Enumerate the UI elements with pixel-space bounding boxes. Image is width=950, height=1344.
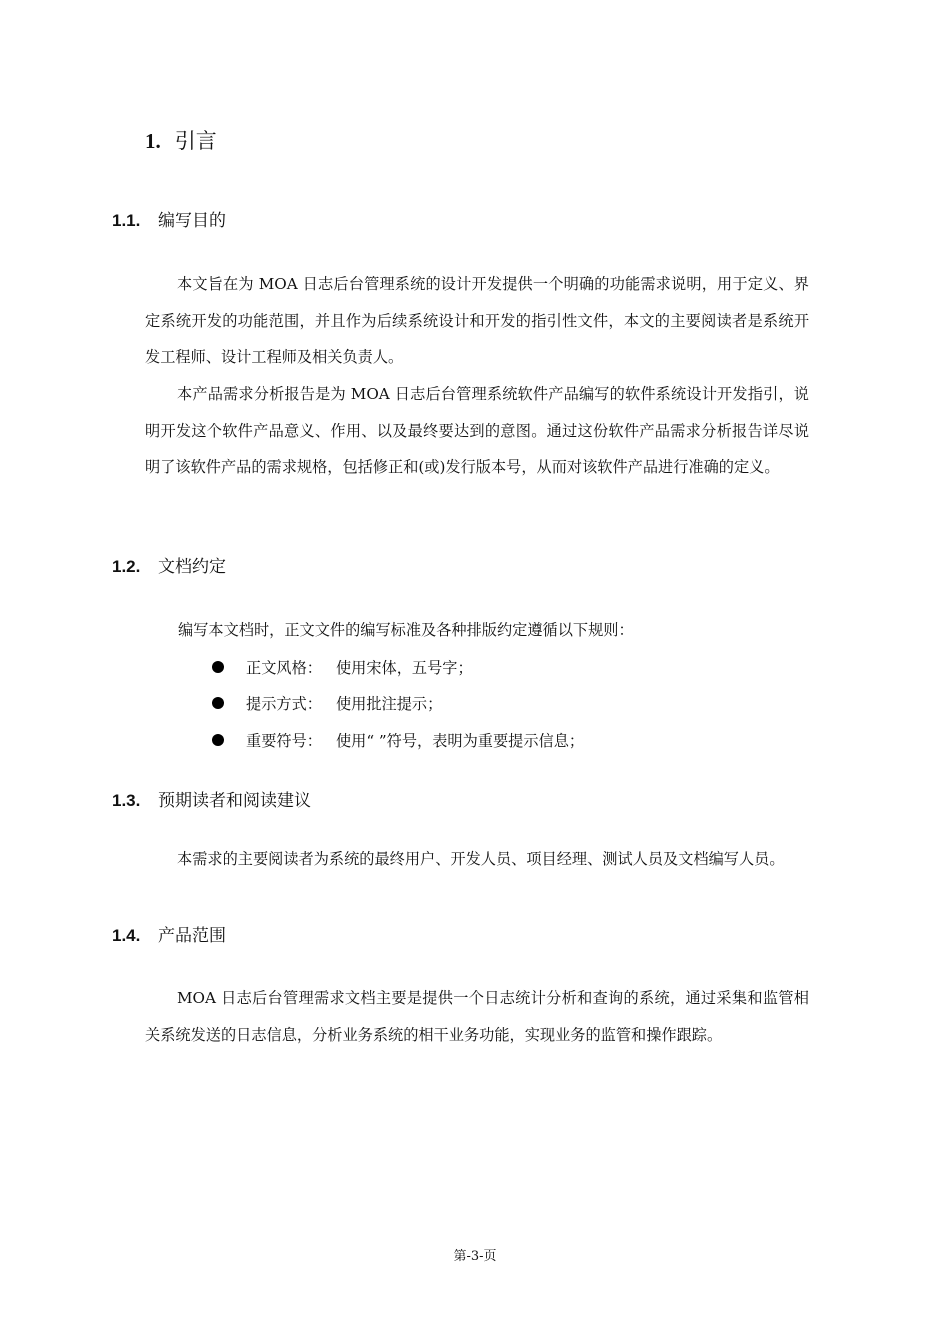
- list-item-value: 使用“ ”符号，表明为重要提示信息；: [335, 732, 585, 750]
- list-item-label: 重要符号：: [246, 732, 322, 750]
- bullet-icon: [212, 661, 224, 673]
- heading-section-1-3: [112, 789, 311, 813]
- paragraph-readers: 本需求的主要阅读者为系统的最终用户、开发人员、项目经理、测试人员及文档编写人员。: [177, 850, 785, 868]
- bullet-icon: [212, 734, 224, 746]
- list-item-value: 使用批注提示；: [335, 695, 443, 713]
- list-item: [212, 656, 473, 680]
- heading-title: 产品范围: [158, 926, 226, 946]
- heading-section-1: [145, 126, 217, 156]
- list-item-value: 使用宋体，五号字；: [335, 659, 473, 677]
- paragraph-scope: MOA 日志后台管理需求文档主要是提供一个日志统计分析和查询的系统，通过采集和监管相关系统发送的日志信息，分析业务系统的相干业务功能，实现业务的监管和操作跟踪。: [145, 989, 809, 1044]
- heading-number: 1.: [145, 129, 161, 153]
- heading-title: 文档约定: [158, 557, 226, 577]
- heading-section-1-4: [112, 924, 226, 948]
- list-item-label: 正文风格：: [246, 659, 322, 677]
- heading-title: 预期读者和阅读建议: [158, 791, 311, 811]
- heading-section-1-2: [112, 555, 226, 579]
- heading-title: 编写目的: [158, 211, 226, 231]
- heading-number: 1.2.: [112, 557, 141, 576]
- list-item: [212, 692, 442, 716]
- heading-number: 1.1.: [112, 211, 141, 230]
- conventions-intro: 编写本文档时，正文文件的编写标准及各种排版约定遵循以下规则：: [178, 621, 634, 639]
- list-item-label: 提示方式：: [246, 695, 322, 713]
- heading-number: 1.4.: [112, 926, 141, 945]
- heading-number: 1.3.: [112, 791, 141, 810]
- heading-section-1-1: [112, 209, 226, 233]
- paragraph-purpose-2: 本产品需求分析报告是为 MOA 日志后台管理系统软件产品编写的软件系统设计开发指引，说明开发这个软件产品意义、作用、以及最终要达到的意图。通过这份软件产品需求分析报告详尽说明了该软件产品的需求规格，包括修正和(或)发行版本号，从而对该软件产品进行准确的定义。: [145, 385, 809, 476]
- list-item: [212, 729, 584, 753]
- page-number: 第-3-页: [453, 1249, 497, 1264]
- bullet-icon: [212, 697, 224, 709]
- heading-title: 引言: [174, 129, 217, 153]
- paragraph-purpose-1: 本文旨在为 MOA 日志后台管理系统的设计开发提供一个明确的功能需求说明，用于定义、界定系统开发的功能范围，并且作为后续系统设计和开发的指引性文件，本文的主要阅读者是系统开发工程师、设计工程师及相关负责人。: [145, 275, 809, 366]
